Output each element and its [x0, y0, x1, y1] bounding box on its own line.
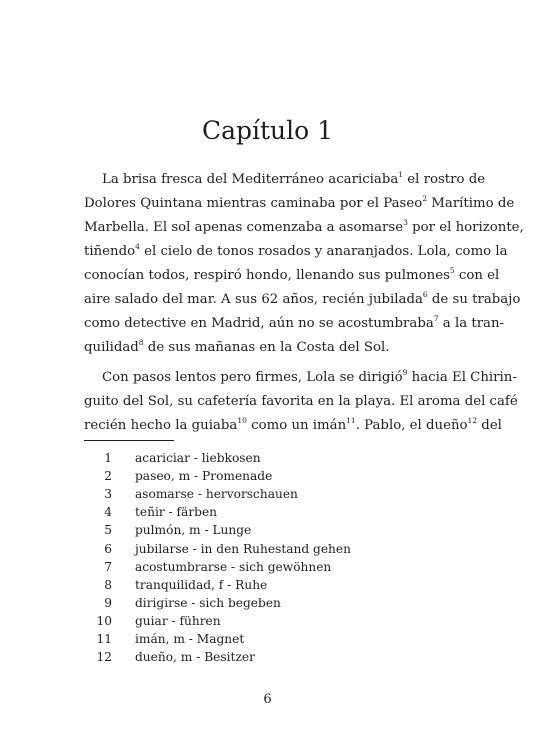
footnote-number: 6	[104, 541, 112, 556]
footnote-marker: 12	[467, 416, 478, 425]
chapter-title: Capítulo 1	[201, 116, 334, 145]
footnote-number: 8	[104, 577, 112, 592]
footnote-item	[84, 540, 464, 558]
footnote-text: jubilarse - in den Ruhestand gehen	[135, 541, 351, 556]
footnote-item	[84, 449, 464, 467]
footnote-number: 4	[104, 505, 112, 520]
text-segment: guito del Sol, su cafetería favorita en la playa. El aroma del café	[84, 394, 518, 409]
text-segment: Con pasos lentos pero firmes, Lola se dirigió	[102, 370, 403, 385]
footnote-text: acostumbrarse - sich gewöhnen	[135, 559, 332, 574]
text-line	[84, 390, 518, 414]
footnote-text: dirigirse - sich begeben	[135, 595, 281, 610]
text-line	[84, 240, 508, 264]
text-line	[84, 414, 502, 438]
text-line	[84, 264, 500, 288]
footnote-number: 5	[104, 523, 112, 538]
text-segment: Marítimo de	[427, 196, 515, 211]
footnote-item	[84, 576, 464, 594]
footnote-text: pulmón, m - Lunge	[135, 523, 252, 538]
footnote-text: imán, m - Magnet	[135, 632, 245, 646]
text-segment: conocían todos, respiró hondo, llenando sus pulmones	[84, 268, 450, 283]
footnote-number: 11	[96, 632, 112, 646]
footnote-marker: 9	[402, 368, 408, 377]
text-segment: aire salado del mar. A sus 62 años, recién jubilada	[84, 292, 423, 307]
text-segment: quilidad	[84, 340, 139, 355]
text-line	[84, 216, 524, 240]
footnote-number: 7	[104, 559, 112, 574]
text-segment: Marbella. El sol apenas comenzaba a asomarse	[84, 220, 404, 235]
footnote-item	[84, 648, 464, 666]
footnote-number: 9	[104, 595, 112, 610]
text-line	[84, 192, 515, 216]
text-segment: recién hecho la guiaba	[84, 418, 238, 433]
text-segment: como detective en Madrid, aún no se acostumbraba	[84, 316, 434, 331]
footnote-marker: 8	[138, 338, 144, 347]
footnote-item	[84, 503, 464, 521]
text-line	[84, 336, 469, 360]
footnote-marker: 11	[346, 416, 356, 425]
footnote-number: 1	[104, 451, 112, 465]
footnote-item	[84, 594, 464, 612]
text-line	[84, 312, 505, 336]
text-segment: tiñendo	[84, 244, 136, 259]
text-segment: por el horizonte,	[407, 220, 524, 235]
footnote-marker: 4	[135, 242, 140, 251]
footnote-text: asomarse - hervorschauen	[135, 487, 298, 502]
footnote-marker: 3	[403, 218, 408, 227]
text-segment: de su trabajo	[427, 292, 521, 307]
text-line	[84, 288, 521, 312]
text-segment: . Pablo, el dueño	[355, 418, 468, 433]
footnote-separator	[84, 440, 174, 441]
text-segment: del	[477, 418, 502, 433]
footnote-item	[84, 612, 464, 630]
footnote-marker: 2	[422, 194, 428, 203]
footnote-number: 2	[104, 469, 112, 484]
footnote-text: teñir - färben	[135, 505, 218, 520]
footnote-marker: 6	[422, 290, 428, 299]
footnote-item	[84, 467, 464, 485]
text-segment: hacia El Chirin-	[407, 370, 517, 385]
footnote-marker: 7	[433, 314, 439, 323]
footnote-number: 10	[96, 613, 112, 628]
text-segment: de sus mañanas en la Costa del Sol.	[143, 340, 390, 355]
text-segment: La brisa fresca del Mediterráneo acariciaba	[102, 172, 399, 187]
text-segment: el rostro de	[403, 172, 486, 187]
footnote-item	[84, 558, 464, 576]
footnote-item	[84, 630, 464, 648]
footnote-marker: 10	[237, 416, 247, 425]
text-line	[84, 366, 517, 390]
footnote-text: paseo, m - Promenade	[135, 469, 273, 484]
footnote-text: dueño, m - Besitzer	[135, 650, 255, 665]
footnote-text: acariciar - liebkosen	[135, 451, 261, 465]
text-line	[84, 168, 486, 192]
footnote-marker: 1	[398, 170, 404, 179]
text-segment: Dolores Quintana mientras caminaba por el Paseo	[84, 196, 423, 211]
footnote-item	[84, 485, 464, 503]
footnote-text: guiar - führen	[135, 613, 221, 628]
footnote-number: 12	[96, 650, 112, 665]
text-segment: a la tran-	[438, 316, 505, 331]
text-segment: el cielo de tonos rosados y anaranjados. Lola, como la	[139, 244, 508, 259]
footnote-text: tranquilidad, f - Ruhe	[135, 577, 268, 592]
footnote-marker: 5	[449, 266, 455, 275]
footnote-item	[84, 521, 464, 539]
page-number: 6	[263, 692, 272, 707]
text-segment: como un imán	[246, 418, 347, 433]
text-segment: con el	[454, 268, 500, 283]
footnote-number: 3	[104, 487, 112, 502]
